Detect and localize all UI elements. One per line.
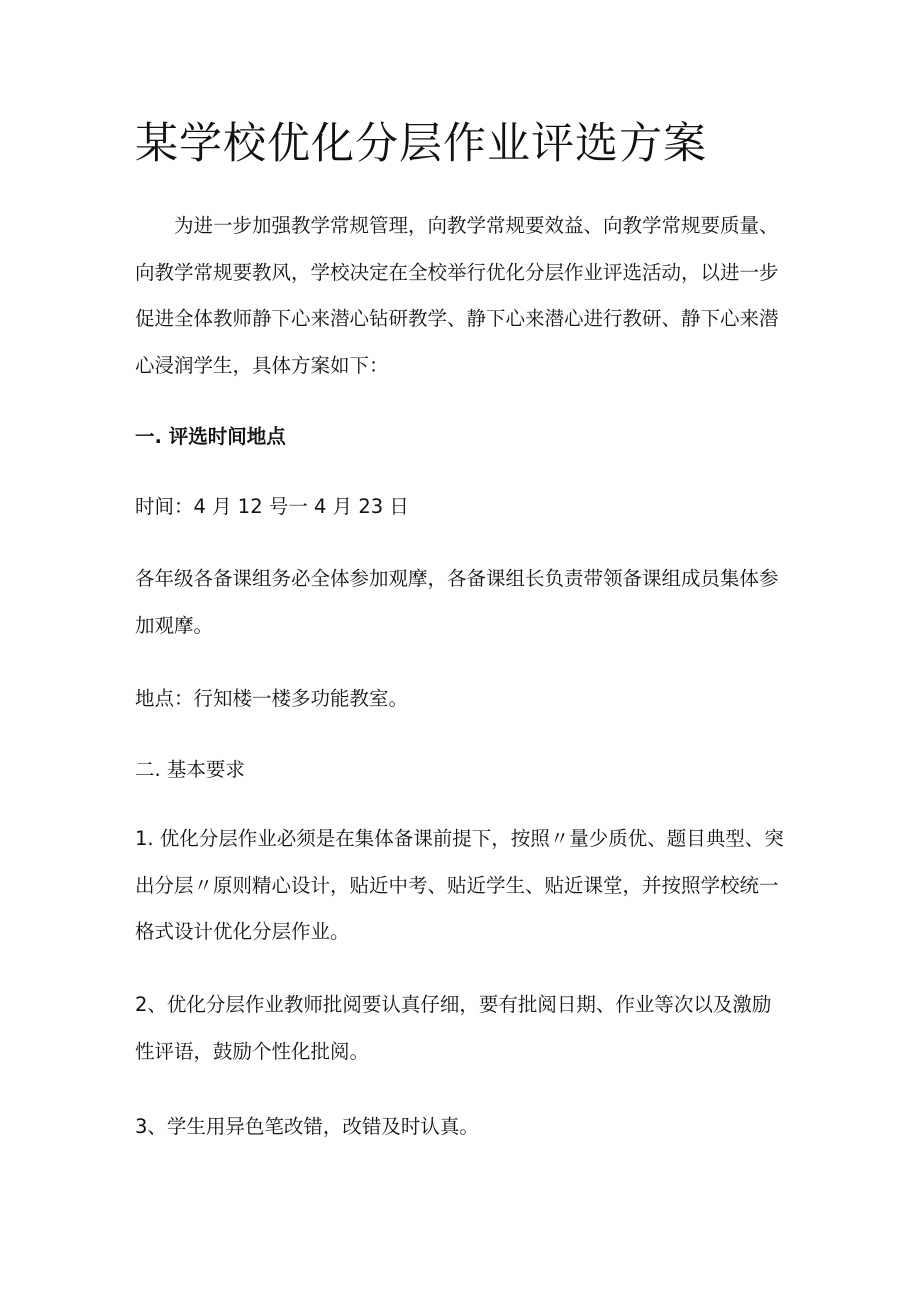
participants-paragraph: 各年级各备课组务必全体参加观摩，各备课组长负责带领备课组成员集体参加观摩。 (135, 567, 779, 637)
intro-paragraph: 为进一步加强教学常规管理，向教学常规要效益、向教学常规要质量、向教学常规要教风，学校决定在全校举行优化分层作业评选活动，以进一步促进全体教师静下心来潜心钻研教学、静下心来潜心进行教研、静下心来潜心浸润学生，具体方案如下： (135, 214, 779, 377)
requirement-item-1: 1. 优化分层作业必须是在集体备课前提下，按照〃量少质优、题目典型、突出分层〃原则精心设计，贴近中考、贴近学生、贴近课堂，并按照学校统一格式设计优化分层作业。 (135, 827, 784, 943)
section-2-heading: 二. 基本要求 (135, 758, 245, 781)
document-title: 某学校优化分层作业评选方案 (135, 119, 707, 169)
event-time: 时间：4 月 12 号一 4 月 23 日 (135, 495, 409, 518)
requirement-item-3: 3、学生用异色笔改错，改错及时认真。 (135, 1115, 479, 1138)
requirement-item-2: 2、优化分层作业教师批阅要认真仔细，要有批阅日期、作业等次以及激励性评语，鼓励个性化批阅。 (135, 993, 772, 1063)
event-location: 地点：行知楼一楼多功能教室。 (135, 687, 409, 710)
section-1-heading: 一. 评选时间地点 (135, 425, 286, 448)
